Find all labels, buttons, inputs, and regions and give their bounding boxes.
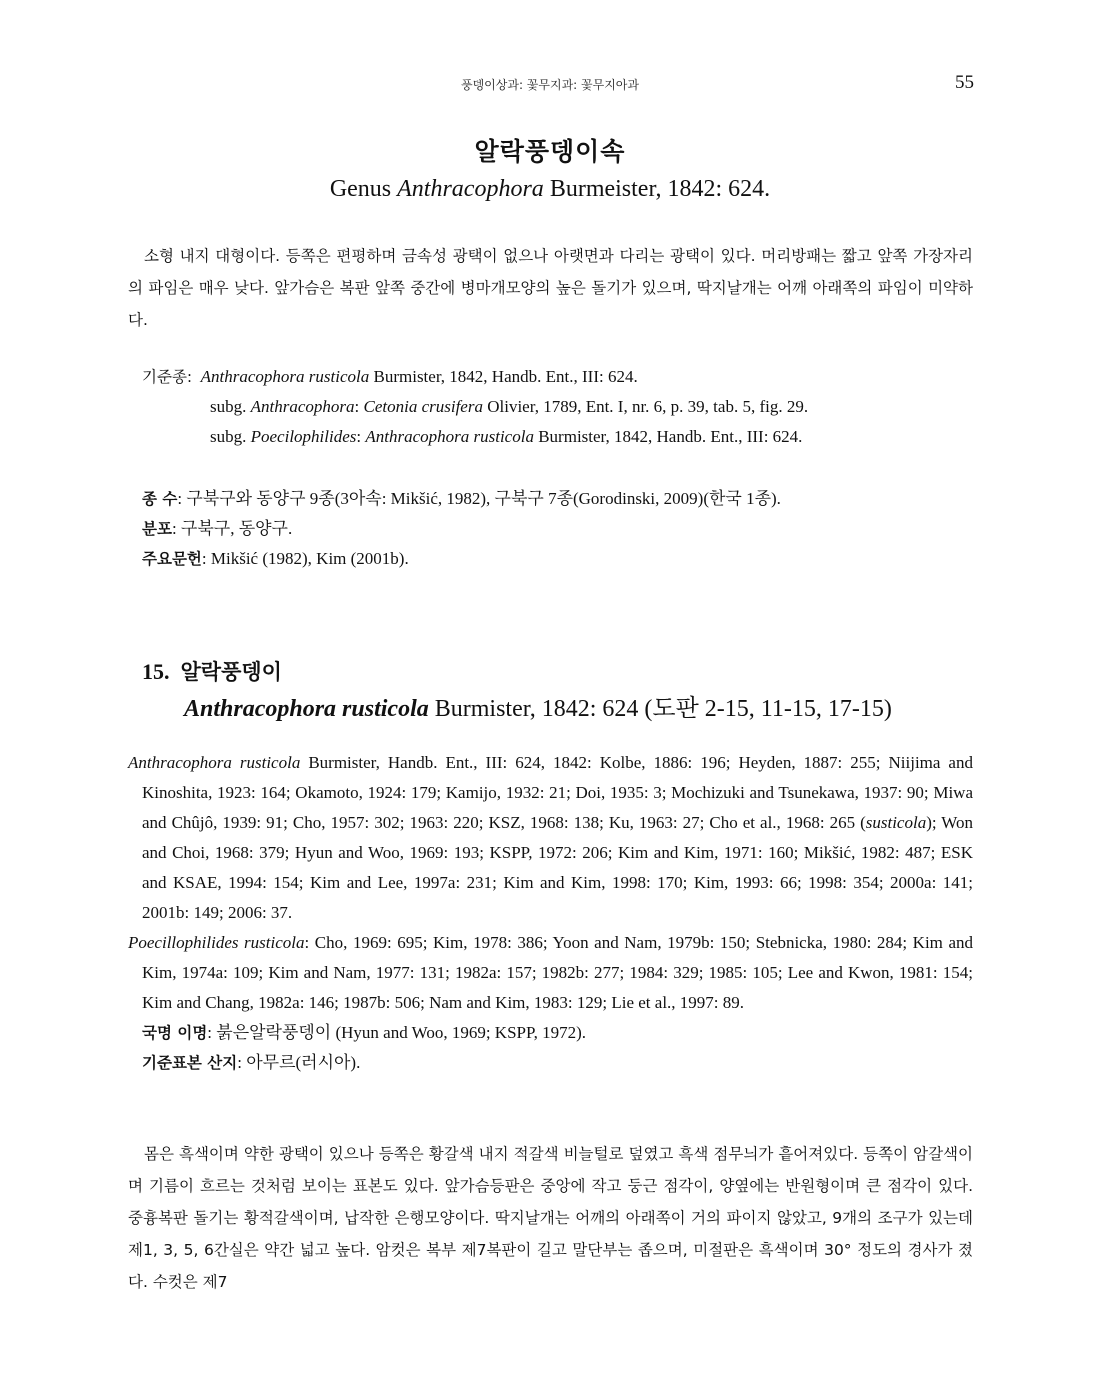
references-value: : Mikšić (1982), Kim (2001b). [201,549,409,568]
subgenus-line-2 [142,422,808,452]
subgenus-type-citation: Olivier, 1789, Ent. I, nr. 6, p. 39, tab. 5, fig. 29. [482,397,809,416]
type-species-citation: Burmister, 1842, Handb. Ent., III: 624. [369,367,638,386]
genus-title-korean: 알락풍뎅이속 [474,137,626,166]
species-number: 15. [142,659,170,684]
species-name-scientific: Anthracophora rusticola [184,696,429,722]
korean-name-line [128,1018,973,1048]
genus-authority: Burmeister, 1842: 624. [543,176,771,202]
synonymy-entry-1 [128,748,973,928]
subgenus-prefix: subg. [210,397,251,416]
synonym-citations: Burmister, Handb. Ent., III: 624, 1842: Kolbe, 1886: 196; Heyden, 1887: 255; Niijima and Kinoshita, 1923: 164; Okamoto, 1924: 179; Kamijo, 1932: 21; Doi, 1935: 3; Mochizuki and Tsunekawa, 1937: 90; Miwa and Chûjô, 1939: 91; Cho, 1957: 302; 1963: 220; KSZ, 1968: 138; Ku, 1963: 27; Cho et al., 1968: 265 ( [142,753,973,832]
species-description [128,1138,973,1298]
page-number: 55 [955,72,974,93]
synonym-citations: : Cho, 1969: 695; Kim, 1978: 386; Yoon and Nam, 1979b: 150; Stebnicka, 1980: 284; Kim and Kim, 1974a: 109; Kim and Nam, 1977: 131; 1982a: 157; 1982b: 277; 1984: 329; 1985: 105; Lee and Kwon, 1981: 154; Kim and Chang, 1982a: 146; 1987b: 506; Nam and Kim, 1983: 129; Lie et al., 1997: 89. [142,933,973,1012]
synonym-citations-continued: ); Won and Choi, 1968: 379; Hyun and Woo, 1969: 193; KSPP, 1972: 206; Kim and Kim, 1971: 160; Mikšić, 1982: 487; ESK and KSAE, 1994: 154; Kim and Lee, 1997a: 231; Kim and Kim, 1998: 170; Kim, 1993: 66; 1998: 354; 2000a: 141; 2001b: 149; 2006: 37. [142,813,973,922]
species-count-line [142,484,781,514]
subgenus-name: Anthracophora [250,397,355,416]
type-species-name: Anthracophora rusticola [200,367,370,386]
species-count-label: 종 수 [142,490,178,508]
genus-description [128,240,973,336]
genus-prefix: Genus [329,176,398,202]
references-line [142,544,781,574]
subgenus-name: Poecilophilides [250,427,357,446]
genus-name: Anthracophora [397,176,544,202]
distribution-label: 분포 [142,520,172,538]
running-title: 풍뎅이상과: 꽃무지과: 꽃무지아과 [460,78,639,92]
genus-heading [0,132,1100,203]
synonym-name: Anthracophora rusticola [128,753,301,772]
species-heading [142,656,892,723]
separator: : [356,427,366,446]
synonymy-entry-2 [128,928,973,1018]
species-scientific-line [184,688,892,723]
separator: : [354,397,364,416]
type-locality-value: : 아무르(러시아). [237,1053,361,1072]
subgenus-type-citation: Burmister, 1842, Handb. Ent., III: 624. [533,427,803,446]
synonym-misspelling: susticola [865,813,927,832]
genus-title-scientific [0,176,1100,203]
species-number-line [142,656,892,686]
distribution-value: : 구북구, 동양구. [171,519,293,538]
subgenus-type-name: Anthracophora rusticola [365,427,534,446]
type-locality-label: 기준표본 산지 [142,1054,238,1072]
genus-description-text: 소형 내지 대형이다. 등쪽은 편평하며 금속성 광택이 없으나 아랫면과 다리는 광택이 있다. 머리방패는 짧고 앞쪽 가장자리의 파임은 매우 낮다. 앞가슴은 복판 앞쪽 중간에 병마개모양의 높은 돌기가 있으며, 딱지날개는 어깨 아래쪽의 파임이 미약하다. [128,247,973,329]
subgenus-prefix: subg. [210,427,251,446]
species-count-value: : 구북구와 동양구 9종(3아속: Mikšić, 1982), 구북구 7종(Gorodinski, 2009)(한국 1종). [177,489,781,508]
genus-meta-block [142,484,781,574]
distribution-line [142,514,781,544]
type-locality-line [128,1048,973,1078]
species-description-text: 몸은 흑색이며 약한 광택이 있으나 등쪽은 황갈색 내지 적갈색 비늘털로 덮였고 흑색 점무늬가 흩어져있다. 등쪽이 암갈색이며 기름이 흐르는 것처럼 보이는 표본도 있다. 앞가슴등판은 중앙에 작고 둥근 점각이, 양옆에는 반원형이며 큰 점각이 있다. 중흉복판 돌기는 황적갈색이며, 납작한 은행모양이다. 딱지날개는 어깨의 아래쪽이 거의 파이지 않았고, 9개의 조구가 있는데 제1, 3, 5, 6간실은 약간 넓고 높다. 암컷은 복부 제7복판이 길고 말단부는 좁으며, 미절판은 흑색이며 30° 정도의 경사가 졌다. 수컷은 제7 [128,1145,973,1291]
synonymy-block [128,748,973,1078]
species-name-korean: 알락풍뎅이 [180,660,282,684]
synonym-name: Poecillophilides rusticola [128,933,305,952]
korean-name-value: : 붉은알락풍뎅이 (Hyun and Woo, 1969; KSPP, 1972). [207,1023,586,1042]
species-authority: Burmister, 1842: 624 (도판 2-15, 11-15, 17-15) [428,696,892,722]
subgenus-type-name: Cetonia crusifera [363,397,483,416]
type-species-block [142,362,808,452]
korean-name-label: 국명 이명 [142,1024,208,1042]
type-species-line [142,362,808,392]
references-label: 주요문헌 [142,550,202,568]
subgenus-line-1 [142,392,808,422]
type-species-label: 기준종: [142,368,193,386]
